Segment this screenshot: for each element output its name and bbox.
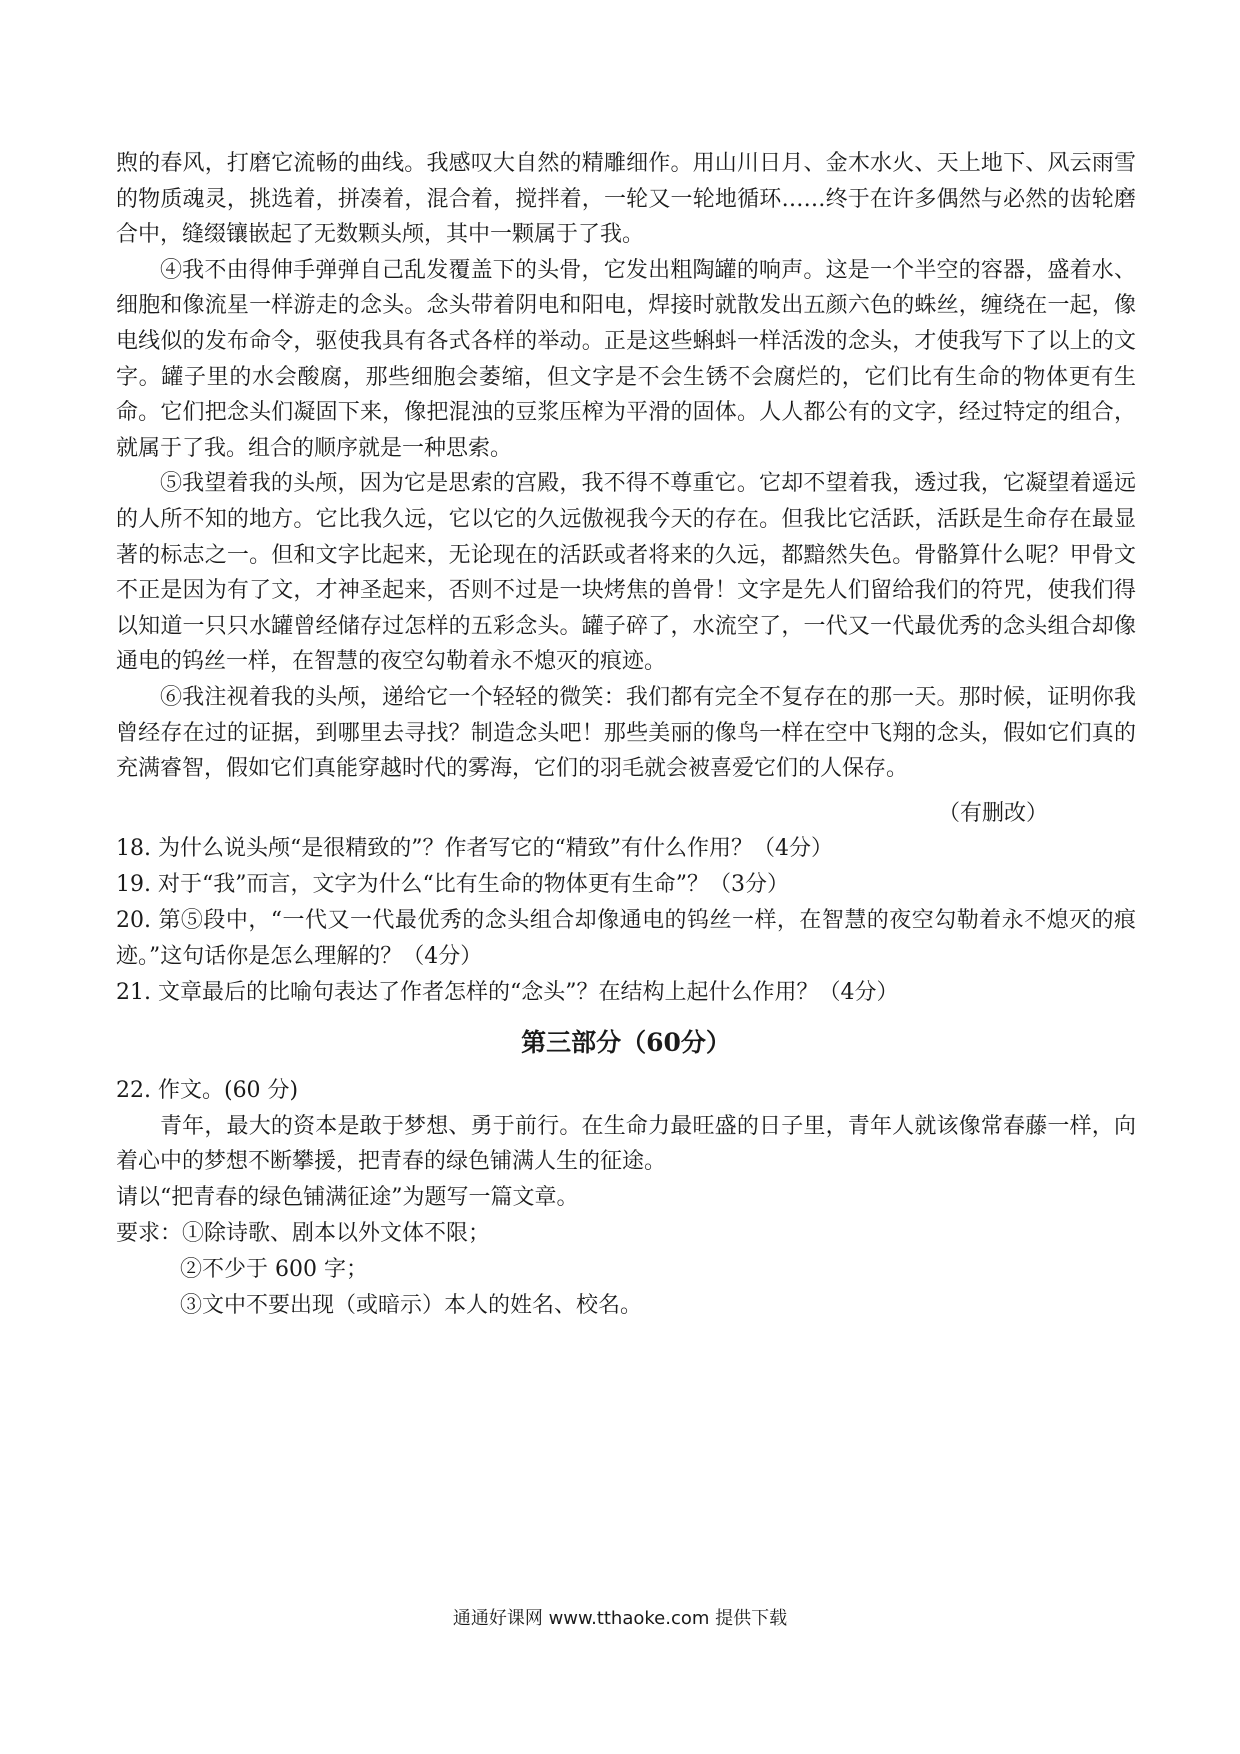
passage-paragraph-6: ⑥我注视着我的头颅，递给它一个轻轻的微笑：我们都有完全不复存在的那一天。那时候，证明你我曾经存在过的证据，到哪里去寻找？制造念头吧！那些美丽的像鸟一样在空中飞翔的念头，假如它们真的充满睿智，假如它们真能穿越时代的雾海，它们的羽毛就会被喜爱它们的人保存。 [116,684,1136,782]
essay-instruction: 请以“把青春的绿色铺满征途”为题写一篇文章。 [116,1184,579,1210]
passage-paragraph-continued: 煦的春风，打磨它流畅的曲线。我感叹大自然的精雕细作。用山川日月、金木水火、天上地下、风云雨雪的物质魂灵，挑选着，拼凑着，混合着，搅拌着，一轮又一轮地循环……终于在许多偶然与必然的齿轮磨合中，缝缀镶嵌起了无数颗头颅，其中一颗属于了我。 [116,151,1136,248]
essay-label: 22. 作文。(60 分) [116,1077,299,1103]
essay-requirement-2: ②不少于 600 字； [180,1256,368,1282]
question-18: 18. 为什么说头颅“是很精致的”？作者写它的“精致”有什么作用？（4分） [116,835,833,861]
essay-prompt: 青年，最大的资本是敢于梦想、勇于前行。在生命力最旺盛的日子里，青年人就该像常春藤一样，向着心中的梦想不断攀援，把青春的绿色铺满人生的征途。 [116,1113,1136,1175]
essay-requirement-3: ③文中不要出现（或暗示）本人的姓名、校名。 [180,1292,643,1318]
footer-watermark: 通通好课网 www.tthaoke.com 提供下载 [452,1608,788,1629]
exam-page [116,146,1136,1324]
passage-paragraph-4: ④我不由得伸手弹弹自己乱发覆盖下的头骨，它发出粗陶罐的响声。这是一个半空的容器，盛着水、细胞和像流星一样游走的念头。念头带着阴电和阳电，焊接时就散发出五颜六色的蛛丝，缠绕在一起，像电线似的发布命令，驱使我具有各式各样的举动。正是这些蝌蚪一样活泼的念头，才使我写下了以上的文字。罐子里的水会酸腐，那些细胞会萎缩，但文字是不会生锈不会腐烂的，它们比有生命的物体更有生命。它们把念头们凝固下来，像把混浊的豆浆压榨为平滑的固体。人人都公有的文字，经过特定的组合，就属于了我。组合的顺序就是一种思索。 [116,257,1136,461]
question-19: 19. 对于“我”而言，文字为什么“比有生命的物体更有生命”？（3分） [116,871,789,897]
passage-paragraph-5: ⑤我望着我的头颅，因为它是思索的宫殿，我不得不尊重它。它却不望着我，透过我，它凝望着遥远的人所不知的地方。它比我久远，它以它的久远傲视我今天的存在。但我比它活跃，活跃是生命存在最显著的标志之一。但和文字比起来，无论现在的活跃或者将来的久远，都黯然失色。骨骼算什么呢？甲骨文不正是因为有了文，才神圣起来，否则不过是一块烤焦的兽骨！文字是先人们留给我们的符咒，使我们得以知道一只只水罐曾经储存过怎样的五彩念头。罐子碎了，水流空了，一代又一代最优秀的念头组合却像通电的钨丝一样，在智慧的夜空勾勒着永不熄灭的痕迹。 [116,471,1136,675]
source-note: （有删改） [937,800,1048,826]
essay-requirement-1: 要求：①除诗歌、剧本以外文体不限； [116,1220,491,1246]
section-title: 第三部分（60分） [521,1027,731,1057]
question-20: 20. 第⑤段中，“一代又一代最优秀的念头组合却像通电的钨丝一样，在智慧的夜空勾勒着永不熄灭的痕迹。”这句话你是怎么理解的？（4分） [116,907,1136,969]
question-21: 21. 文章最后的比喻句表达了作者怎样的“念头”？在结构上起什么作用？（4分） [116,979,899,1005]
